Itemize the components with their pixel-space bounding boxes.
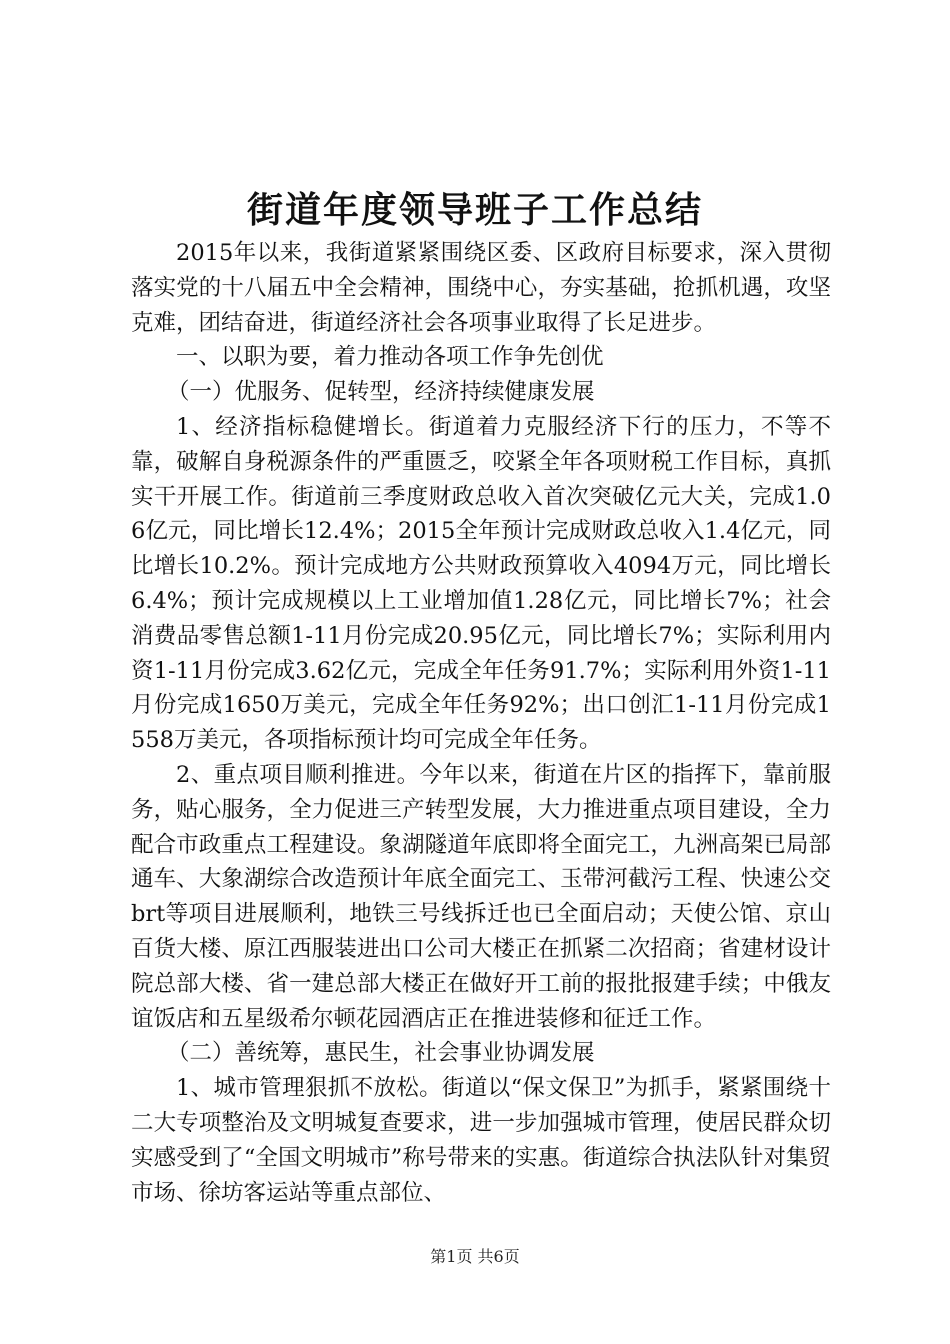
economy-paragraph: 1、经济指标稳健增长。街道着力克服经济下行的压力，不等不靠，破解自身税源条件的严重匮乏，咬紧全年各项财税工作目标，真抓实干开展工作。街道前三季度财政总收入首次突破亿元大关，完成1.06亿元，同比增长12.4%；2015全年预计完成财政总收入1.4亿元，同比增长10.2%。预计完成地方公共财政预算收入4094万元，同比增长6.4%；预计完成规模以上工业增加值1.28亿元，同比增长7%；社会消费品零售总额1-11月份完成20.95亿元，同比增长7%；实际利用内资1-11月份完成3.62亿元，完成全年任务91.7%；实际利用外资1-11月份完成1650万美元，完成全年任务92%；出口创汇1-11月份完成1558万美元，各项指标预计均可完成全年任务。 bbox=[131, 413, 831, 754]
city-management-paragraph: 1、城市管理狠抓不放松。街道以“保文保卫”为抓手，紧紧围绕十二大专项整治及文明城复查要求，进一步加强城市管理，使居民群众切实感受到了“全国文明城市”称号带来的实惠。街道综合执法队针对集贸市场、徐坊客运站等重点部位、 bbox=[131, 1075, 831, 1206]
projects-paragraph: 2、重点项目顺利推进。今年以来，街道在片区的指挥下，靠前服务，贴心服务，全力促进三产转型发展，大力推进重点项目建设，全力配合市政重点工程建设。象湖隧道年底即将全面完工，九洲高架已局部通车、大象湖综合改造预计年底全面完工、玉带河截污工程、快速公交brt等项目进展顺利，地铁三号线拆迁也已全面启动；天使公馆、京山百货大楼、原江西服装进出口公司大楼正在抓紧二次招商；省建材设计院总部大楼、省一建总部大楼正在做好开工前的报批报建手续；中俄友谊饭店和五星级希尔顿花园酒店正在推进装修和征迁工作。 bbox=[131, 761, 831, 1032]
page-number-footer: 第1页 共6页 bbox=[430, 1247, 520, 1266]
subsection-heading-1: （一）优服务、促转型，经济持续健康发展 bbox=[167, 379, 595, 406]
document-title: 街道年度领导班子工作总结 bbox=[246, 189, 703, 231]
intro-paragraph: 2015年以来，我街道紧紧围绕区委、区政府目标要求，深入贯彻落实党的十八届五中全会精神，围绕中心，夯实基础，抢抓机遇，攻坚克难，团结奋进，街道经济社会各项事业取得了长足进步。 bbox=[131, 240, 831, 336]
document-body bbox=[131, 236, 831, 1210]
section-heading-1: 一、以职为要，着力推动各项工作争先创优 bbox=[176, 344, 604, 371]
subsection-heading-2: （二）善统筹，惠民生，社会事业协调发展 bbox=[167, 1040, 595, 1067]
